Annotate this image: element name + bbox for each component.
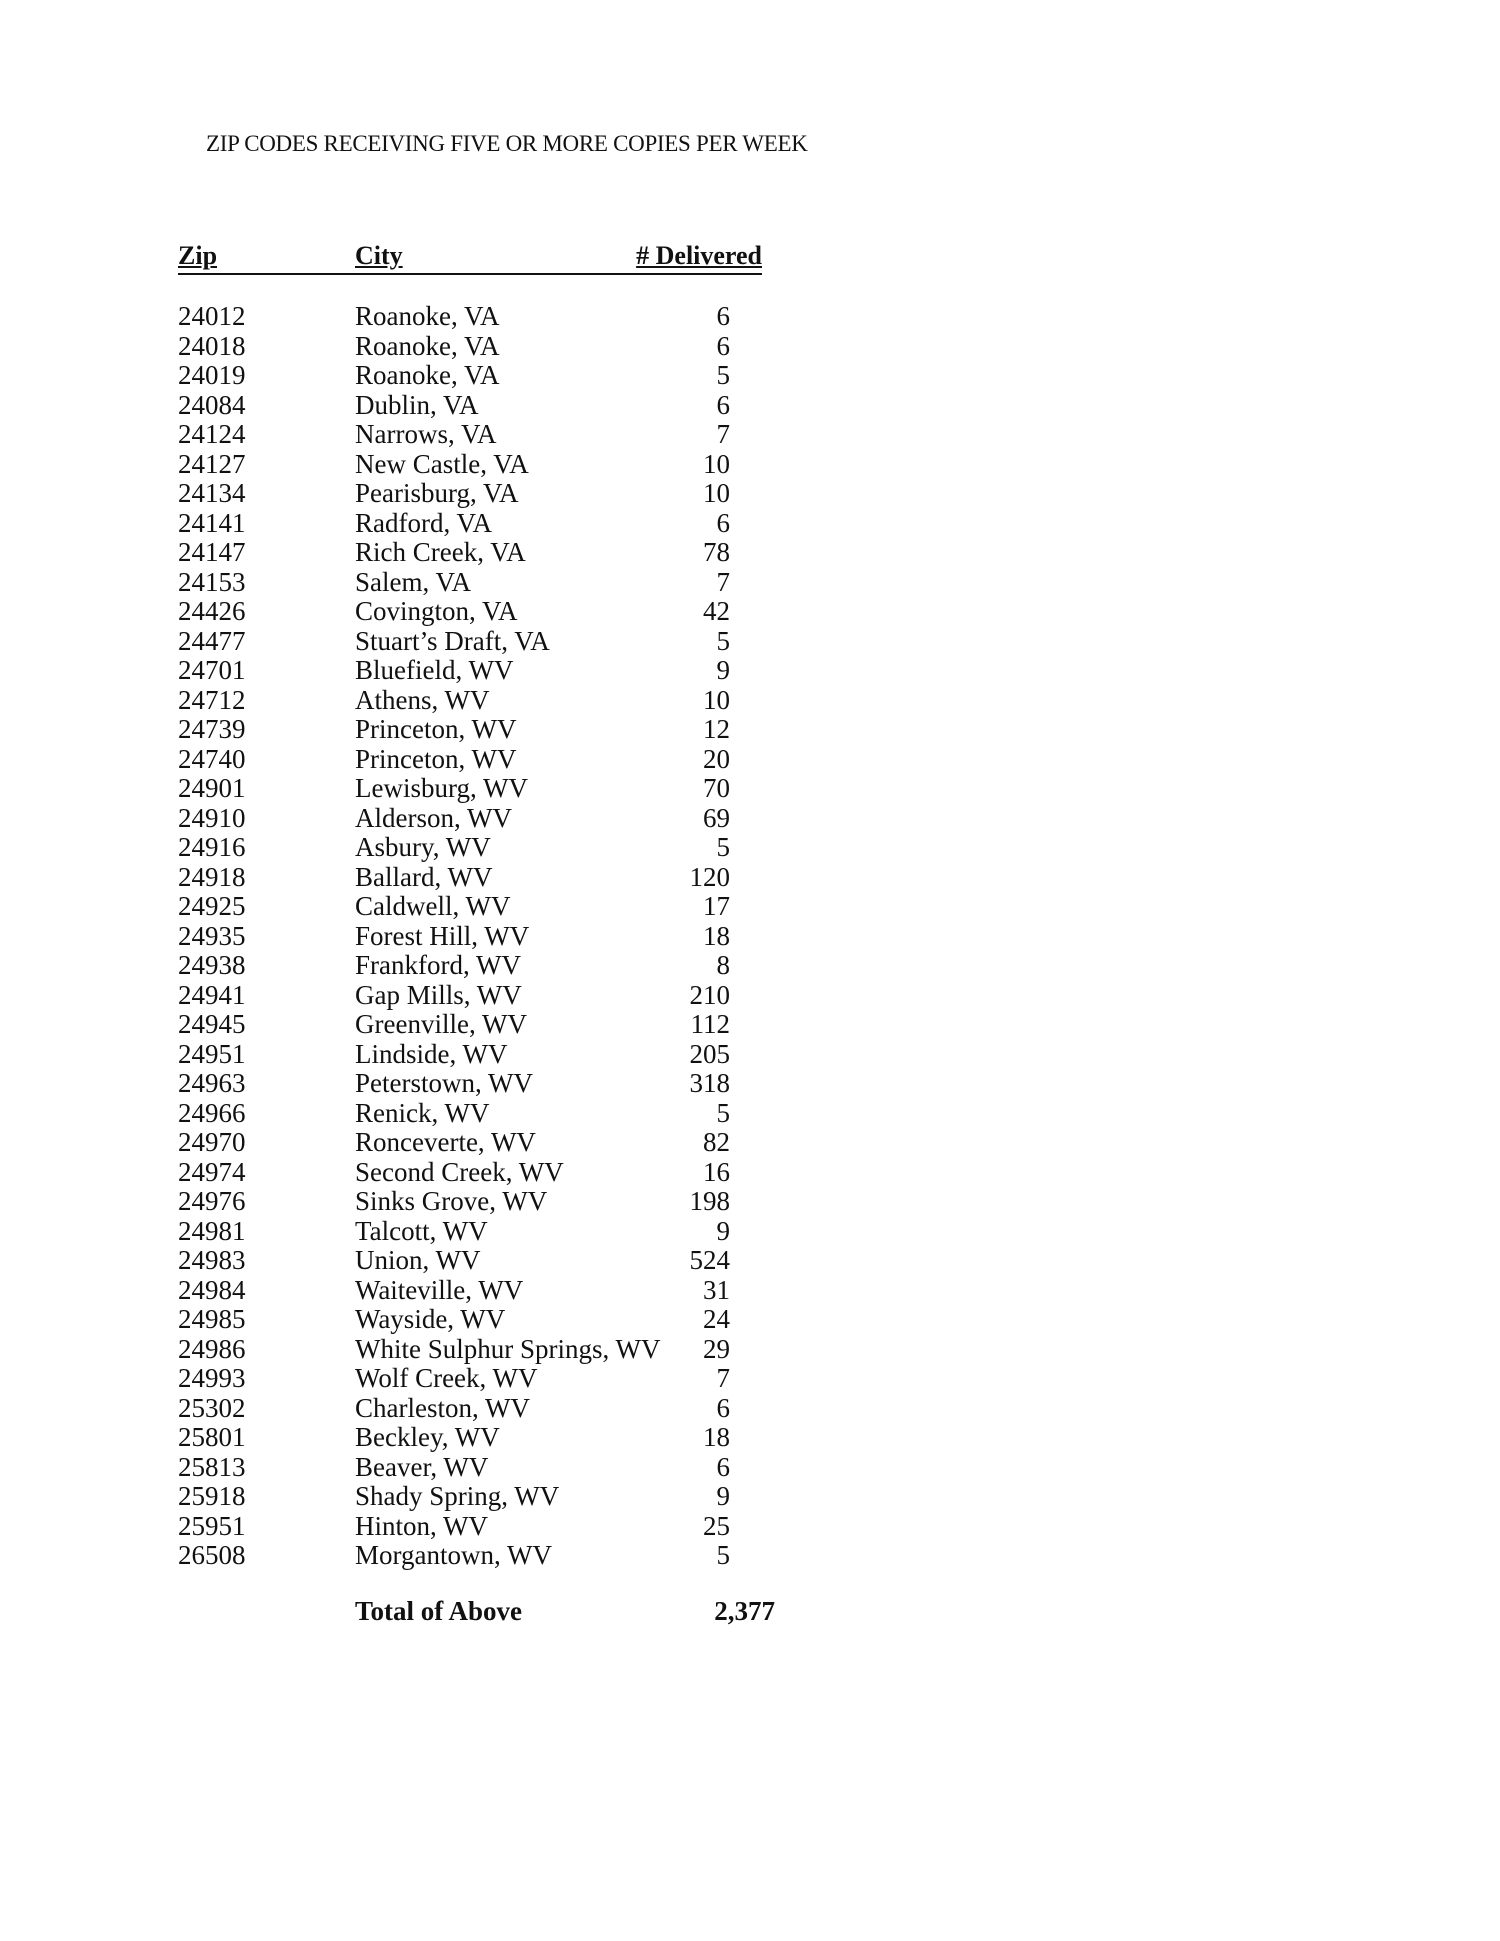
city-cell: Dublin, VA bbox=[355, 389, 479, 420]
zip-cell: 24084 bbox=[178, 389, 246, 420]
delivered-cell: 20 bbox=[703, 743, 730, 774]
city-cell: Roanoke, VA bbox=[355, 301, 500, 331]
zip-cell: 24986 bbox=[178, 1333, 246, 1364]
zip-cell: 24426 bbox=[178, 596, 246, 626]
delivered-cell: 5 bbox=[716, 360, 730, 390]
delivered-cell: 82 bbox=[703, 1127, 730, 1157]
zip-cell: 24916 bbox=[178, 832, 246, 862]
city-cell: Gap Mills, WV bbox=[355, 979, 522, 1010]
table-row bbox=[178, 479, 730, 509]
delivered-cell: 29 bbox=[703, 1333, 730, 1364]
city-cell: Second Creek, WV bbox=[355, 1156, 564, 1187]
zip-cell: 24945 bbox=[178, 1009, 246, 1039]
delivered-cell: 524 bbox=[689, 1245, 730, 1275]
delivered-cell: 18 bbox=[703, 920, 730, 951]
city-cell: Rich Creek, VA bbox=[355, 537, 526, 567]
city-cell: Roanoke, VA bbox=[355, 360, 500, 390]
delivered-cell: 16 bbox=[703, 1156, 730, 1187]
delivered-cell: 17 bbox=[703, 891, 730, 921]
table-row bbox=[178, 332, 730, 362]
delivered-cell: 42 bbox=[703, 596, 730, 626]
table-row bbox=[178, 1453, 730, 1483]
table-row bbox=[178, 597, 730, 627]
zip-cell: 24918 bbox=[178, 861, 246, 892]
delivered-cell: 25 bbox=[703, 1510, 730, 1541]
city-cell: Sinks Grove, WV bbox=[355, 1186, 548, 1216]
city-cell: Princeton, WV bbox=[355, 714, 517, 744]
delivered-cell: 70 bbox=[703, 773, 730, 803]
zip-cell: 24901 bbox=[178, 773, 246, 803]
table-row bbox=[178, 863, 730, 893]
delivered-cell: 10 bbox=[703, 684, 730, 715]
city-cell: Hinton, WV bbox=[355, 1510, 488, 1541]
table-row bbox=[178, 1128, 730, 1158]
column-header-delivered: # Delivered bbox=[636, 241, 762, 270]
zip-cell: 24127 bbox=[178, 448, 246, 479]
table-row bbox=[178, 1423, 730, 1453]
city-cell: Bluefield, WV bbox=[355, 655, 514, 685]
city-cell: Ballard, WV bbox=[355, 861, 493, 892]
zip-cell: 24910 bbox=[178, 802, 246, 833]
zip-cell: 24739 bbox=[178, 714, 246, 744]
table-row bbox=[178, 892, 730, 922]
city-cell: Covington, VA bbox=[355, 596, 518, 626]
zip-cell: 25918 bbox=[178, 1481, 246, 1511]
city-cell: Salem, VA bbox=[355, 566, 472, 597]
zip-cell: 25302 bbox=[178, 1392, 246, 1423]
city-cell: Union, WV bbox=[355, 1245, 481, 1275]
zip-cell: 24993 bbox=[178, 1363, 246, 1393]
city-cell: Lindside, WV bbox=[355, 1038, 508, 1069]
delivered-cell: 6 bbox=[716, 507, 730, 538]
zip-cell: 24019 bbox=[178, 360, 246, 390]
table-row bbox=[178, 804, 730, 834]
city-cell: Narrows, VA bbox=[355, 419, 497, 449]
city-cell: Frankford, WV bbox=[355, 950, 521, 980]
delivered-cell: 5 bbox=[716, 625, 730, 656]
city-cell: Wolf Creek, WV bbox=[355, 1363, 538, 1393]
table-row bbox=[178, 951, 730, 981]
table-row bbox=[178, 1541, 730, 1571]
city-cell: Radford, VA bbox=[355, 507, 493, 538]
table-row bbox=[178, 1158, 730, 1188]
table-row bbox=[178, 686, 730, 716]
zip-cell: 24147 bbox=[178, 537, 246, 567]
table-row bbox=[178, 627, 730, 657]
table-row bbox=[178, 391, 730, 421]
zip-cell: 24701 bbox=[178, 655, 246, 685]
delivered-cell: 6 bbox=[716, 301, 730, 331]
total-row bbox=[178, 1596, 775, 1628]
zip-cell: 25951 bbox=[178, 1510, 246, 1541]
table-row bbox=[178, 1335, 730, 1365]
table-row bbox=[178, 1040, 730, 1070]
zip-cell: 25801 bbox=[178, 1422, 246, 1452]
table-row bbox=[178, 509, 730, 539]
table-row bbox=[178, 450, 730, 480]
zip-cell: 24963 bbox=[178, 1068, 246, 1098]
city-cell: Wayside, WV bbox=[355, 1304, 506, 1334]
total-label: Total of Above bbox=[355, 1596, 523, 1626]
delivered-cell: 10 bbox=[703, 478, 730, 508]
table-row bbox=[178, 745, 730, 775]
delivered-cell: 9 bbox=[716, 1215, 730, 1246]
zip-cell: 24970 bbox=[178, 1127, 246, 1157]
table-row bbox=[178, 1512, 730, 1542]
city-cell: Alderson, WV bbox=[355, 802, 512, 833]
delivered-cell: 8 bbox=[716, 950, 730, 980]
table-row bbox=[178, 420, 730, 450]
table-row bbox=[178, 833, 730, 863]
table-row bbox=[178, 774, 730, 804]
delivered-cell: 9 bbox=[716, 1481, 730, 1511]
zip-cell: 24740 bbox=[178, 743, 246, 774]
city-cell: Waiteville, WV bbox=[355, 1274, 524, 1305]
table-row bbox=[178, 1246, 730, 1276]
city-cell: Peterstown, WV bbox=[355, 1068, 533, 1098]
delivered-cell: 6 bbox=[716, 389, 730, 420]
delivered-cell: 69 bbox=[703, 802, 730, 833]
table-row bbox=[178, 1482, 730, 1512]
zip-cell: 24983 bbox=[178, 1245, 246, 1275]
delivered-cell: 210 bbox=[689, 979, 730, 1010]
city-cell: New Castle, VA bbox=[355, 448, 529, 479]
zip-cell: 24712 bbox=[178, 684, 246, 715]
table-row bbox=[178, 715, 730, 745]
city-cell: Stuart’s Draft, VA bbox=[355, 625, 550, 656]
delivered-cell: 24 bbox=[703, 1304, 730, 1334]
delivered-cell: 318 bbox=[689, 1068, 730, 1098]
delivered-cell: 31 bbox=[703, 1274, 730, 1305]
table-row bbox=[178, 656, 730, 686]
city-cell: Forest Hill, WV bbox=[355, 920, 530, 951]
delivered-cell: 5 bbox=[716, 832, 730, 862]
zip-cell: 24477 bbox=[178, 625, 246, 656]
document-title: ZIP CODES RECEIVING FIVE OR MORE COPIES PER WEEK bbox=[206, 131, 808, 156]
delivered-cell: 6 bbox=[716, 330, 730, 361]
zip-cell: 24134 bbox=[178, 478, 246, 508]
zip-cell: 24985 bbox=[178, 1304, 246, 1334]
city-cell: Talcott, WV bbox=[355, 1215, 488, 1246]
delivered-cell: 10 bbox=[703, 448, 730, 479]
delivered-cell: 18 bbox=[703, 1422, 730, 1452]
table-row bbox=[178, 568, 730, 598]
zip-cell: 24925 bbox=[178, 891, 246, 921]
zip-cell: 24153 bbox=[178, 566, 246, 597]
zip-cell: 24966 bbox=[178, 1097, 246, 1128]
city-cell: Beckley, WV bbox=[355, 1422, 500, 1452]
table-row bbox=[178, 1364, 730, 1394]
zip-cell: 24018 bbox=[178, 330, 246, 361]
city-cell: Pearisburg, VA bbox=[355, 478, 519, 508]
zip-cell: 24124 bbox=[178, 419, 246, 449]
city-cell: Renick, WV bbox=[355, 1097, 490, 1128]
zip-cell: 24935 bbox=[178, 920, 246, 951]
table-row bbox=[178, 1187, 730, 1217]
zip-cell: 24951 bbox=[178, 1038, 246, 1069]
table-row bbox=[178, 1010, 730, 1040]
delivered-cell: 120 bbox=[689, 861, 730, 892]
delivered-cell: 7 bbox=[716, 566, 730, 597]
table-row bbox=[178, 981, 730, 1011]
zip-cell: 24941 bbox=[178, 979, 246, 1010]
zip-cell: 24984 bbox=[178, 1274, 246, 1305]
table-row bbox=[178, 1276, 730, 1306]
delivered-cell: 7 bbox=[716, 419, 730, 449]
zip-cell: 24974 bbox=[178, 1156, 246, 1187]
city-cell: Roanoke, VA bbox=[355, 330, 500, 361]
table-row bbox=[178, 1217, 730, 1247]
zip-cell: 25813 bbox=[178, 1451, 246, 1482]
total-value: 2,377 bbox=[714, 1596, 775, 1626]
table-row bbox=[178, 1394, 730, 1424]
zip-cell: 24976 bbox=[178, 1186, 246, 1216]
city-cell: Asbury, WV bbox=[355, 832, 491, 862]
city-cell: White Sulphur Springs, WV bbox=[355, 1333, 661, 1364]
city-cell: Caldwell, WV bbox=[355, 891, 511, 921]
city-cell: Ronceverte, WV bbox=[355, 1127, 536, 1157]
city-cell: Charleston, WV bbox=[355, 1392, 530, 1423]
city-cell: Athens, WV bbox=[355, 684, 490, 715]
column-header-city: City bbox=[355, 241, 403, 270]
city-cell: Beaver, WV bbox=[355, 1451, 489, 1482]
table-body bbox=[178, 302, 730, 1571]
table-row bbox=[178, 1069, 730, 1099]
table-row bbox=[178, 922, 730, 952]
delivered-cell: 6 bbox=[716, 1451, 730, 1482]
zip-cell: 24141 bbox=[178, 507, 246, 538]
delivered-cell: 9 bbox=[716, 655, 730, 685]
city-cell: Princeton, WV bbox=[355, 743, 517, 774]
zip-cell: 24012 bbox=[178, 301, 246, 331]
table-row bbox=[178, 538, 730, 568]
delivered-cell: 205 bbox=[689, 1038, 730, 1069]
zip-cell: 24938 bbox=[178, 950, 246, 980]
city-cell: Morgantown, WV bbox=[355, 1540, 552, 1570]
city-cell: Greenville, WV bbox=[355, 1009, 527, 1039]
delivered-cell: 5 bbox=[716, 1540, 730, 1570]
table-row bbox=[178, 361, 730, 391]
city-cell: Lewisburg, WV bbox=[355, 773, 528, 803]
delivered-cell: 12 bbox=[703, 714, 730, 744]
zip-cell: 24981 bbox=[178, 1215, 246, 1246]
city-cell: Shady Spring, WV bbox=[355, 1481, 560, 1511]
table-header bbox=[178, 241, 762, 275]
delivered-cell: 5 bbox=[716, 1097, 730, 1128]
delivered-cell: 112 bbox=[690, 1009, 730, 1039]
delivered-cell: 7 bbox=[716, 1363, 730, 1393]
delivered-cell: 78 bbox=[703, 537, 730, 567]
delivered-cell: 6 bbox=[716, 1392, 730, 1423]
table-row bbox=[178, 302, 730, 332]
delivered-cell: 198 bbox=[689, 1186, 730, 1216]
table-row bbox=[178, 1099, 730, 1129]
zip-cell: 26508 bbox=[178, 1540, 246, 1570]
column-header-zip: Zip bbox=[178, 241, 218, 270]
table-row bbox=[178, 1305, 730, 1335]
